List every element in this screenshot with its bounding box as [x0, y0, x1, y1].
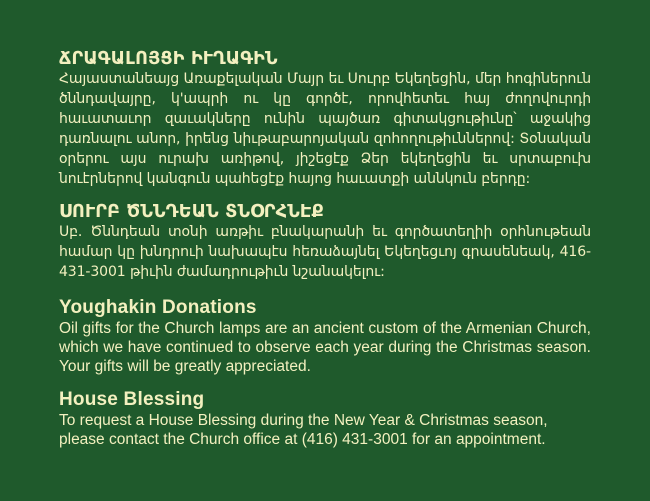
section-body: Հայաստանեայց Առաքելական Մայր եւ Սուրբ Եկեղեցին, մեր հոգիներուն ծննդավայրը, կ'ապրի ու կը գործէ, որովհետեւ հայ ժողովուրդի հաւատաւոր զաւակները ունին պայծառ գիտակցութիւնը՝ աջակից դառնալու անոր, իրենց նիւթաբարոյական զոհողութիւններով: Տօնական օրերու այս ուրախ առիթով, յիշեցէք Ձեր եկեղեցին եւ սրտաբուխ նուէրներով կանգուն պահեցէք հայոց հաւատքի աննկուն բերդը: [59, 71, 591, 187]
section-title: ՃՐԱԳԱԼՈՅՑԻ ԻՒՂԱԳԻՆ [59, 49, 278, 69]
section-youghakin-donations [59, 297, 591, 376]
section-youghakin-armenian [59, 49, 591, 189]
section-house-blessing-armenian [59, 202, 591, 282]
section-body: To request a House Blessing during the New Year & Christmas season, please contact the Church office at (416) 431-3001 for an appointment. [59, 412, 548, 448]
section-title: Youghakin Donations [59, 297, 257, 318]
section-body: Oil gifts for the Church lamps are an ancient custom of the Armenian Church, which we have continued to observe each year during the Christmas season. Your gifts will be greatly appreciated. [59, 320, 591, 375]
section-house-blessing [59, 389, 591, 449]
notice-panel [59, 49, 591, 449]
section-title: ՍՈՒՐԲ ԾՆՆԴԵԱՆ ՏՆՕՐՀՆԷՔ [59, 202, 324, 222]
section-title: House Blessing [59, 389, 205, 410]
section-body: Սբ. Ծննդեան տօնի առթիւ բնակարանի եւ գործատեղիի օրհնութեան համար կը խնդրուի նախապէս հեռաձայնել Եկեղեցւոյ գրասենեակ, 416-431-3001 թիւին ժամադրութիւն նշանակելու: [59, 224, 591, 280]
